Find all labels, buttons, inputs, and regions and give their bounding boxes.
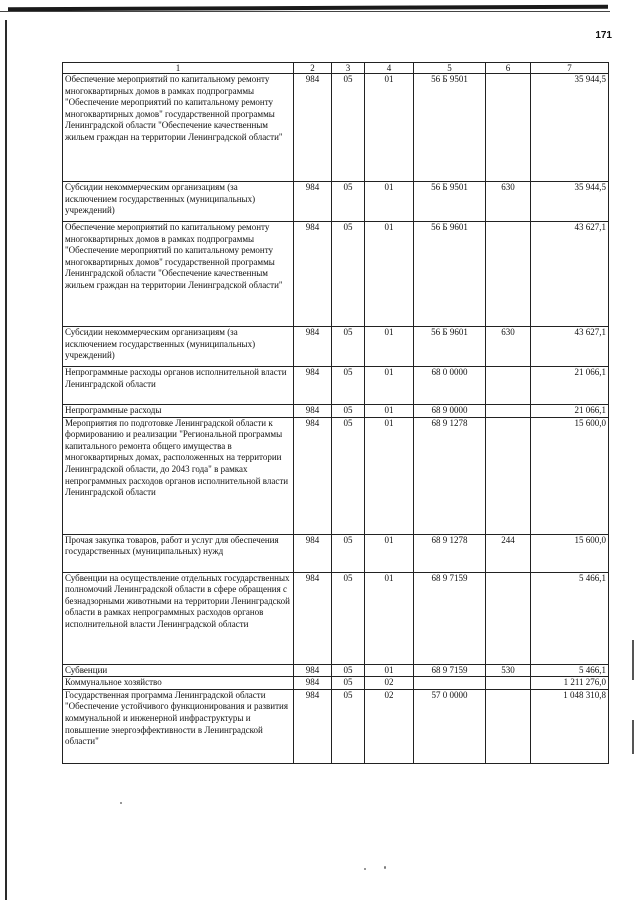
row-name: Субсидии некоммерческим организациям (за исключением государственных (муниципальных) учреждений)	[63, 327, 294, 367]
scan-left-edge-line	[5, 20, 7, 900]
cell-amount: 15 600,0	[531, 534, 609, 572]
cell-expense-type	[486, 367, 531, 405]
cell-subsection: 01	[365, 572, 414, 664]
cell-subsection: 01	[365, 534, 414, 572]
cell-target-article: 56 Б 9501	[414, 182, 486, 222]
cell-section: 05	[332, 405, 365, 418]
cell-section: 05	[332, 222, 365, 327]
cell-ministry: 984	[294, 417, 332, 534]
cell-section: 05	[332, 327, 365, 367]
table-row	[63, 182, 609, 222]
cell-section: 05	[332, 689, 365, 763]
cell-target-article: 56 Б 9601	[414, 327, 486, 367]
scan-speck	[120, 802, 122, 804]
row-name: Обеспечение мероприятий по капитальному ремонту многоквартирных домов в рамках подпрограммы "Обеспечение мероприятий по капитальному ремонту многоквартирных домов" государственной программы Ленинградской области "Обеспечение качественным жильем граждан на территории Ленинградской области"	[63, 222, 294, 327]
cell-section: 05	[332, 677, 365, 690]
cell-ministry: 984	[294, 182, 332, 222]
column-header: 6	[486, 63, 531, 74]
cell-amount: 35 944,5	[531, 74, 609, 182]
cell-expense-type: 244	[486, 534, 531, 572]
cell-amount: 15 600,0	[531, 417, 609, 534]
cell-section: 05	[332, 534, 365, 572]
cell-ministry: 984	[294, 677, 332, 690]
cell-ministry: 984	[294, 74, 332, 182]
cell-subsection: 01	[365, 664, 414, 677]
cell-section: 05	[332, 417, 365, 534]
cell-ministry: 984	[294, 405, 332, 418]
table-row	[63, 222, 609, 327]
table-row	[63, 664, 609, 677]
cell-amount: 1 211 276,0	[531, 677, 609, 690]
column-header: 3	[332, 63, 365, 74]
cell-target-article	[414, 677, 486, 690]
row-name: Субсидии некоммерческим организациям (за исключением государственных (муниципальных) учреждений)	[63, 182, 294, 222]
cell-ministry: 984	[294, 327, 332, 367]
table-row	[63, 417, 609, 534]
cell-ministry: 984	[294, 572, 332, 664]
scan-speck	[364, 868, 366, 870]
cell-target-article: 68 0 0000	[414, 367, 486, 405]
cell-subsection: 01	[365, 417, 414, 534]
cell-target-article: 57 0 0000	[414, 689, 486, 763]
cell-expense-type	[486, 405, 531, 418]
budget-table	[62, 62, 609, 764]
cell-target-article: 68 9 0000	[414, 405, 486, 418]
cell-subsection: 01	[365, 405, 414, 418]
cell-expense-type	[486, 677, 531, 690]
cell-section: 05	[332, 367, 365, 405]
cell-target-article: 68 9 7159	[414, 572, 486, 664]
row-name: Коммунальное хозяйство	[63, 677, 294, 690]
cell-expense-type	[486, 417, 531, 534]
row-name: Субвенции	[63, 664, 294, 677]
column-header: 7	[531, 63, 609, 74]
row-name: Непрограммные расходы органов исполнительной власти Ленинградской области	[63, 367, 294, 405]
cell-ministry: 984	[294, 664, 332, 677]
cell-section: 05	[332, 664, 365, 677]
cell-subsection: 01	[365, 222, 414, 327]
cell-target-article: 56 Б 9501	[414, 74, 486, 182]
table-row	[63, 677, 609, 690]
cell-expense-type: 630	[486, 327, 531, 367]
column-header: 4	[365, 63, 414, 74]
cell-expense-type	[486, 572, 531, 664]
row-name: Субвенции на осуществление отдельных государственных полномочий Ленинградской области в сфере обращения с безнадзорными животными на территории Ленинградской области в рамках непрограммных расходов органов исполнительной власти Ленинградской области	[63, 572, 294, 664]
cell-subsection: 02	[365, 677, 414, 690]
cell-section: 05	[332, 74, 365, 182]
column-header: 1	[63, 63, 294, 74]
cell-ministry: 984	[294, 367, 332, 405]
cell-target-article: 68 9 7159	[414, 664, 486, 677]
cell-subsection: 01	[365, 182, 414, 222]
scan-right-edge-mark	[632, 640, 634, 680]
table-row	[63, 74, 609, 182]
row-name: Обеспечение мероприятий по капитальному ремонту многоквартирных домов в рамках подпрограммы "Обеспечение мероприятий по капитальному ремонту многоквартирных домов" государственной программы Ленинградской области "Обеспечение качественным жильем граждан на территории Ленинградской области"	[63, 74, 294, 182]
table-header-row	[63, 63, 609, 74]
cell-subsection: 01	[365, 367, 414, 405]
row-name: Прочая закупка товаров, работ и услуг для обеспечения государственных (муниципальных) нужд	[63, 534, 294, 572]
cell-amount: 21 066,1	[531, 367, 609, 405]
row-name: Государственная программа Ленинградской области "Обеспечение устойчивого функционирования и развития коммунальной и инженерной инфраструктуры и повышение энергоэффективности в Ленинградской области"	[63, 689, 294, 763]
cell-expense-type	[486, 222, 531, 327]
cell-section: 05	[332, 182, 365, 222]
cell-subsection: 02	[365, 689, 414, 763]
row-name: Мероприятия по подготовке Ленинградской области к формированию и реализации "Региональной программы капитального ремонта общего имущества в многоквартирных домах, расположенных на территории Ленинградской области, до 2043 года" в рамках непрограммных расходов органов исполнительной власти Ленинградской области	[63, 417, 294, 534]
cell-section: 05	[332, 572, 365, 664]
cell-target-article: 68 9 1278	[414, 534, 486, 572]
cell-ministry: 984	[294, 534, 332, 572]
cell-amount: 35 944,5	[531, 182, 609, 222]
cell-expense-type: 630	[486, 182, 531, 222]
column-header: 5	[414, 63, 486, 74]
cell-amount: 5 466,1	[531, 572, 609, 664]
cell-expense-type	[486, 689, 531, 763]
cell-expense-type	[486, 74, 531, 182]
cell-amount: 43 627,1	[531, 222, 609, 327]
scan-speck	[384, 866, 386, 869]
table-row	[63, 689, 609, 763]
cell-target-article: 56 Б 9601	[414, 222, 486, 327]
cell-target-article: 68 9 1278	[414, 417, 486, 534]
cell-amount: 5 466,1	[531, 664, 609, 677]
table-row	[63, 572, 609, 664]
cell-expense-type: 530	[486, 664, 531, 677]
scan-top-rule-thin	[0, 11, 610, 12]
table-row	[63, 367, 609, 405]
scan-right-edge-mark	[632, 720, 634, 754]
cell-ministry: 984	[294, 689, 332, 763]
cell-amount: 21 066,1	[531, 405, 609, 418]
table-row	[63, 534, 609, 572]
cell-ministry: 984	[294, 222, 332, 327]
table-row	[63, 327, 609, 367]
row-name: Непрограммные расходы	[63, 405, 294, 418]
cell-subsection: 01	[365, 74, 414, 182]
table-row	[63, 405, 609, 418]
cell-subsection: 01	[365, 327, 414, 367]
page-number: 171	[595, 30, 612, 41]
cell-amount: 43 627,1	[531, 327, 609, 367]
cell-amount: 1 048 310,8	[531, 689, 609, 763]
column-header: 2	[294, 63, 332, 74]
